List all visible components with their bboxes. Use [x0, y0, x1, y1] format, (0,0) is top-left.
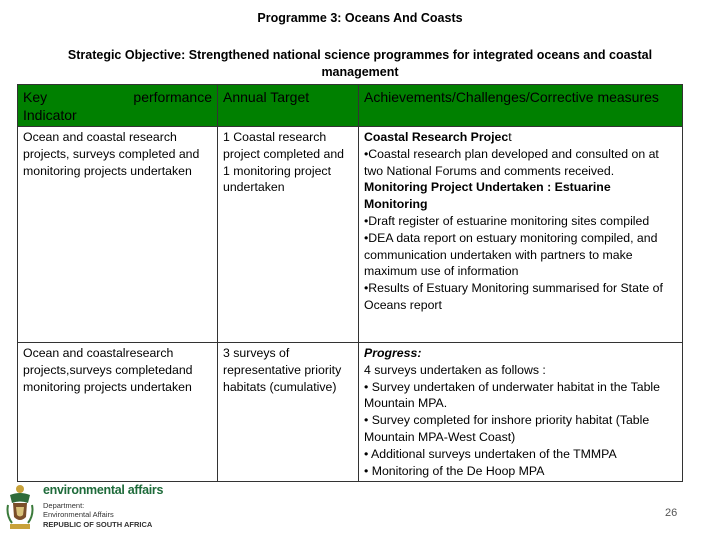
header-annual-target: Annual Target: [218, 85, 359, 127]
logo-title: environmental affairs: [43, 483, 164, 497]
row2-progress-label: Progress:: [364, 346, 422, 360]
logo-environmental-affairs: Environmental Affairs: [43, 510, 114, 519]
row1-bullet: •Coastal research plan developed and consulted on at two National Forums and comments received.: [364, 146, 659, 178]
strategic-objective: Strategic Objective: Strengthened national science programmes for integrated oceans and coastal management: [67, 48, 653, 79]
row2-bullet: • Survey undertaken of underwater habitat in the Table Mountain MPA.: [364, 379, 660, 411]
row1-indicator: Ocean and coastal research projects, surveys completed and monitoring projects undertaken: [18, 127, 218, 343]
row2-line: 4 surveys undertaken as follows :: [364, 362, 546, 377]
page-number: 26: [665, 507, 678, 519]
header-key-indicator: [18, 85, 218, 127]
header-achievements: Achievements/Challenges/Corrective measures: [359, 85, 683, 127]
row1-bullet: •Results of Estuary Monitoring summarised for State of Oceans report: [364, 281, 663, 312]
row2-bullet: • Monitoring of the De Hoop MPA: [364, 463, 545, 478]
row1-heading-coastal: Coastal Research Projec: [364, 130, 509, 144]
row1-heading-monitoring: Monitoring Project Undertaken : Estuarine Monitoring: [364, 180, 611, 212]
header-performance-word: performance: [133, 89, 212, 105]
row2-achievements: [359, 343, 683, 482]
logo-department: Department:: [43, 501, 85, 510]
row2-indicator: Ocean and coastalresearch projects,surveys completedand monitoring projects undertaken: [18, 343, 218, 482]
row1-target: 1 Coastal research project completed and 1 monitoring project undertaken: [218, 127, 359, 343]
row2-bullet: • Survey completed for inshore priority habitat (Table Mountain MPA-West Coast): [364, 413, 650, 444]
row2-bullet: • Additional surveys undertaken of the TMMPA: [364, 446, 617, 461]
coat-of-arms-icon: [4, 483, 36, 531]
page-title: Programme 3: Oceans And Coasts: [257, 11, 463, 25]
row1-bullet: •DEA data report on estuary monitoring compiled, and communication undertaken with partners to make maximum use of information: [364, 230, 658, 279]
header-indicator-word: Indicator: [23, 107, 77, 123]
row1-heading-tail: t: [508, 130, 512, 144]
row1-achievements: [359, 127, 683, 343]
table-row: [18, 343, 683, 482]
table-row: [18, 127, 683, 343]
table-header-row: [18, 85, 683, 127]
row2-target: 3 surveys of representative priority habitats (cumulative): [218, 343, 359, 482]
department-logo: [0, 483, 164, 533]
logo-republic: REPUBLIC OF SOUTH AFRICA: [43, 520, 153, 529]
row1-bullet: •Draft register of estuarine monitoring sites compiled: [364, 213, 650, 228]
performance-table: [17, 84, 683, 482]
header-key-word: Key: [23, 89, 48, 105]
